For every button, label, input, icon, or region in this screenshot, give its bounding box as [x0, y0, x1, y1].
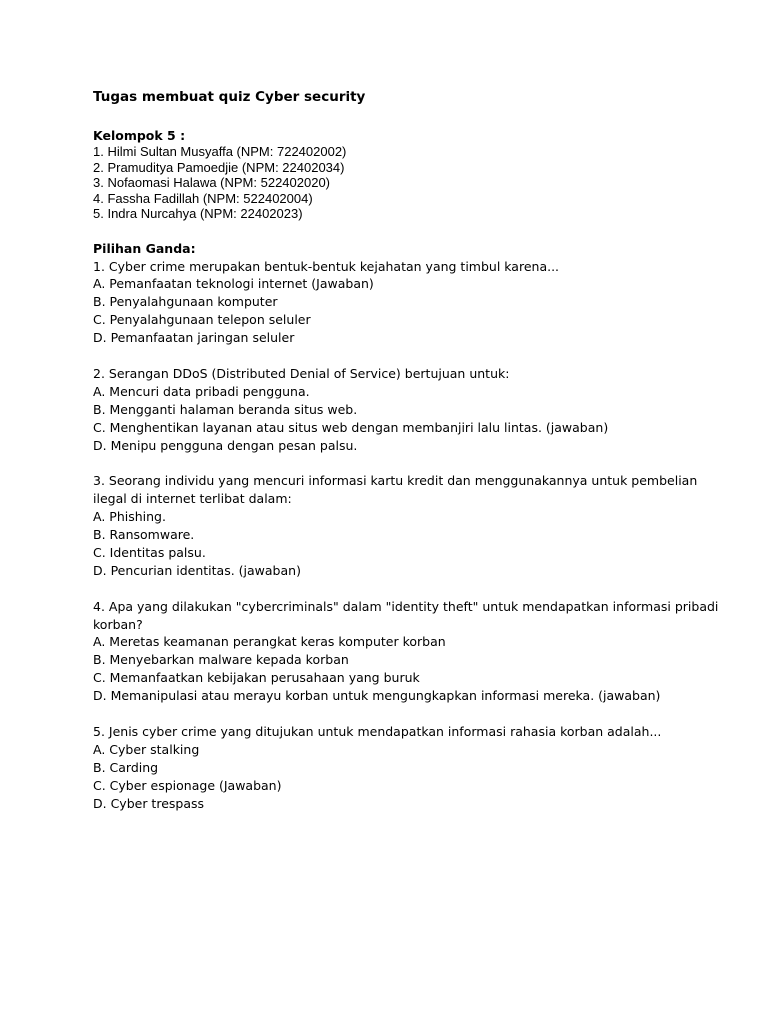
answer-option: A. Cyber stalking [93, 741, 200, 757]
answer-option: A. Pemanfaatan teknologi internet (Jawaban) [93, 276, 374, 292]
answer-option: B. Ransomware. [93, 527, 195, 543]
question-1 [93, 258, 733, 348]
group-member: 5. Indra Nurcahya (NPM: 22402023) [93, 206, 303, 221]
question-text: 3. Seorang individu yang mencuri informasi kartu kredit dan menggunakannya untuk pembelian ilegal di internet terlibat dalam: [93, 473, 698, 507]
answer-option: A. Phishing. [93, 509, 166, 525]
group-member: 3. Nofaomasi Halawa (NPM: 522402020) [93, 175, 331, 190]
group-member: 4. Fassha Fadillah (NPM: 522402004) [93, 190, 313, 206]
answer-option: C. Cyber espionage (Jawaban) [93, 777, 282, 793]
group-section [93, 127, 733, 222]
question-text: 1. Cyber crime merupakan bentuk-bentuk kejahatan yang timbul karena... [93, 258, 560, 274]
question-text: 4. Apa yang dilakukan "cybercriminals" dalam "identity theft" untuk mendapatkan informasi pribadi korban? [93, 598, 719, 632]
multiple-choice-heading: Pilihan Ganda: [93, 240, 196, 256]
answer-option: B. Menyebarkan malware kepada korban [93, 652, 349, 668]
group-member: 2. Pramuditya Pamoedjie (NPM: 22402034) [93, 159, 345, 175]
question-text: 5. Jenis cyber crime yang ditujukan untuk mendapatkan informasi rahasia korban adalah... [93, 724, 662, 739]
question-text: 2. Serangan DDoS (Distributed Denial of Service) bertujuan untuk: [93, 365, 510, 381]
answer-option: C. Identitas palsu. [93, 544, 206, 560]
group-member: 1. Hilmi Sultan Musyaffa (NPM: 722402002) [93, 144, 347, 159]
group-heading: Kelompok 5 : [93, 128, 186, 143]
document-title: Tugas membuat quiz Cyber security [93, 89, 366, 105]
multiple-choice-section [93, 240, 733, 813]
question-2 [93, 365, 733, 455]
answer-option: C. Memanfaatkan kebijakan perusahaan yang buruk [93, 670, 420, 686]
answer-option: D. Memanipulasi atau merayu korban untuk mengungkapkan informasi mereka. (jawaban) [93, 688, 661, 704]
answer-option: D. Pencurian identitas. (jawaban) [93, 562, 301, 578]
question-3 [93, 472, 733, 579]
answer-option: D. Menipu pengguna dengan pesan palsu. [93, 437, 358, 453]
answer-option: D. Cyber trespass [93, 795, 205, 811]
answer-option: C. Menghentikan layanan atau situs web dengan membanjiri lalu lintas. (jawaban) [93, 419, 609, 435]
answer-option: A. Mencuri data pribadi pengguna. [93, 383, 310, 399]
answer-option: B. Penyalahgunaan komputer [93, 294, 278, 310]
answer-option: D. Pemanfaatan jaringan seluler [93, 330, 295, 346]
answer-option: A. Meretas keamanan perangkat keras komputer korban [93, 634, 446, 650]
question-4 [93, 598, 733, 705]
question-5 [93, 723, 733, 813]
document-page [93, 87, 733, 813]
answer-option: C. Penyalahgunaan telepon seluler [93, 312, 311, 328]
answer-option: B. Carding [93, 759, 159, 775]
answer-option: B. Mengganti halaman beranda situs web. [93, 401, 358, 417]
